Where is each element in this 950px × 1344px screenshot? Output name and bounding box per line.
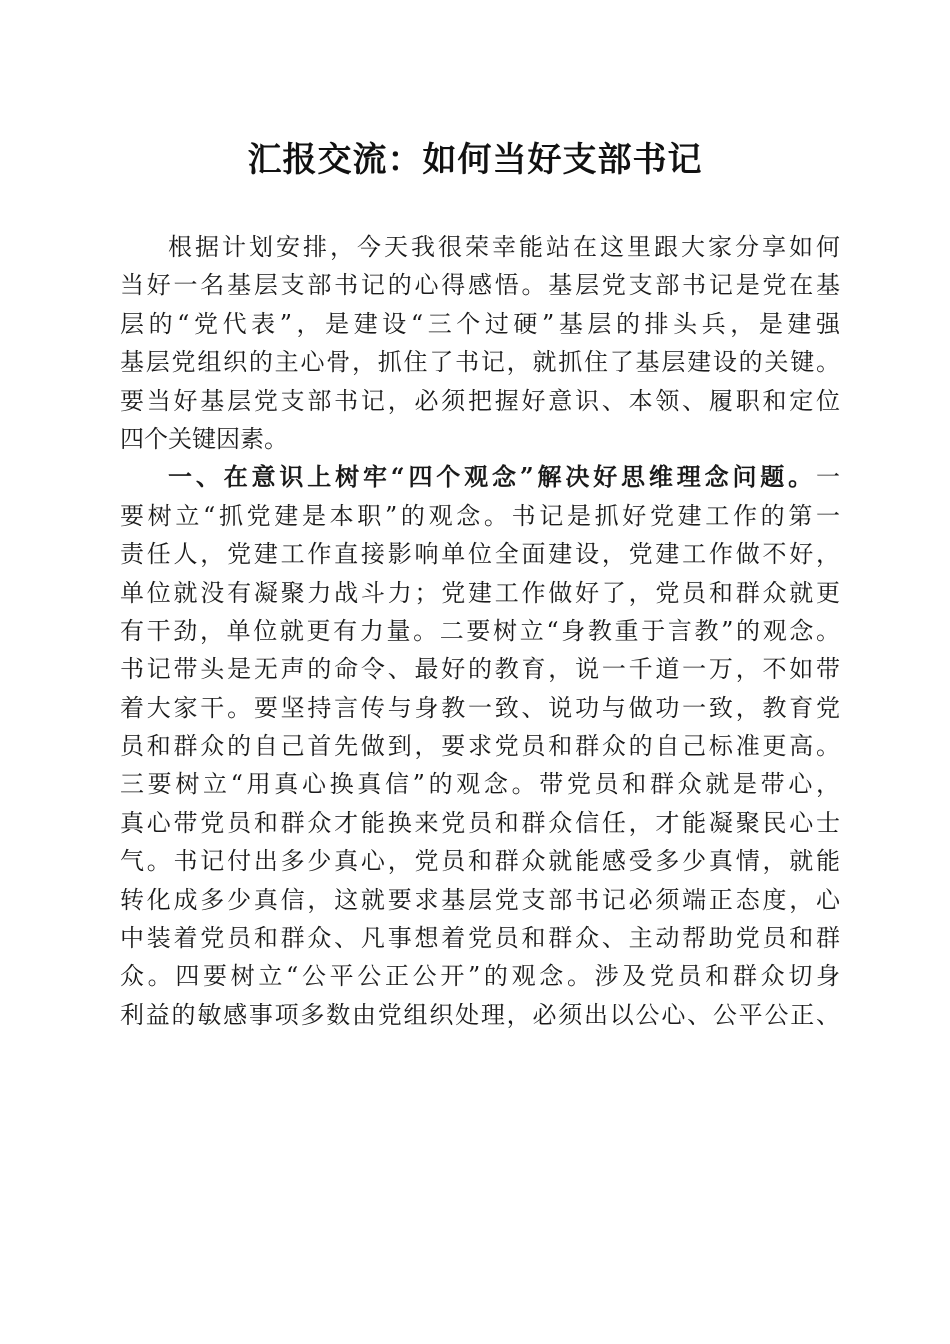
paragraph-2-line: 责任人，党建工作直接影响单位全面建设，党建工作做不好， <box>120 540 840 569</box>
document-body <box>120 228 840 1034</box>
document-title: 汇报交流：如何当好支部书记 <box>247 140 703 180</box>
paragraph-2-line: 气。书记付出多少真心，党员和群众就能感受多少真情，就能 <box>120 847 840 876</box>
paragraph-2-line: 书记带头是无声的命令、最好的教育，说一千道一万，不如带 <box>120 655 840 684</box>
paragraph-2-line: 转化成多少真信，这就要求基层党支部书记必须端正态度，心 <box>120 885 840 914</box>
section-heading: 一、在意识上树牢“四个观念”解决好思维理念问题。 <box>168 462 816 492</box>
paragraph-1-line: 四个关键因素。 <box>120 424 288 453</box>
paragraph-1-line: 层的“党代表”，是建设“三个过硬”基层的排头兵，是建强 <box>120 309 840 338</box>
paragraph-2-line: 着大家干。要坚持言传与身教一致、说功与做功一致，教育党 <box>120 693 840 722</box>
paragraph-1-line: 基层党组织的主心骨，抓住了书记，就抓住了基层建设的关键。 <box>120 348 840 377</box>
paragraph-2-first-line <box>120 458 840 496</box>
paragraph-2-line: 员和群众的自己首先做到，要求党员和群众的自己标准更高。 <box>120 732 840 761</box>
paragraph-2-line: 单位就没有凝聚力战斗力；党建工作做好了，党员和群众就更 <box>120 578 840 607</box>
paragraph-2-line: 有干劲，单位就更有力量。二要树立“身教重于言教”的观念。 <box>120 616 840 645</box>
paragraph-1-line: 当好一名基层支部书记的心得感悟。基层党支部书记是党在基 <box>120 271 840 300</box>
paragraph-2-line: 三要树立“用真心换真信”的观念。带党员和群众就是带心， <box>120 770 840 799</box>
paragraph-2-line: 要树立“抓党建是本职”的观念。书记是抓好党建工作的第一 <box>120 501 840 530</box>
paragraph-2-first-line-rest: 一 <box>816 463 840 492</box>
paragraph-2-line: 众。四要树立“公平公正公开”的观念。涉及党员和群众切身 <box>120 962 840 991</box>
paragraph-2-line: 真心带党员和群众才能换来党员和群众信任，才能凝聚民心士 <box>120 808 840 837</box>
paragraph-2-line: 利益的敏感事项多数由党组织处理，必须出以公心、公平公正、 <box>120 1000 840 1029</box>
paragraph-2-line: 中装着党员和群众、凡事想着党员和群众、主动帮助党员和群 <box>120 924 840 953</box>
paragraph-1-line: 根据计划安排，今天我很荣幸能站在这里跟大家分享如何 <box>168 233 840 261</box>
paragraph-1-line: 要当好基层党支部书记，必须把握好意识、本领、履职和定位 <box>120 386 840 415</box>
